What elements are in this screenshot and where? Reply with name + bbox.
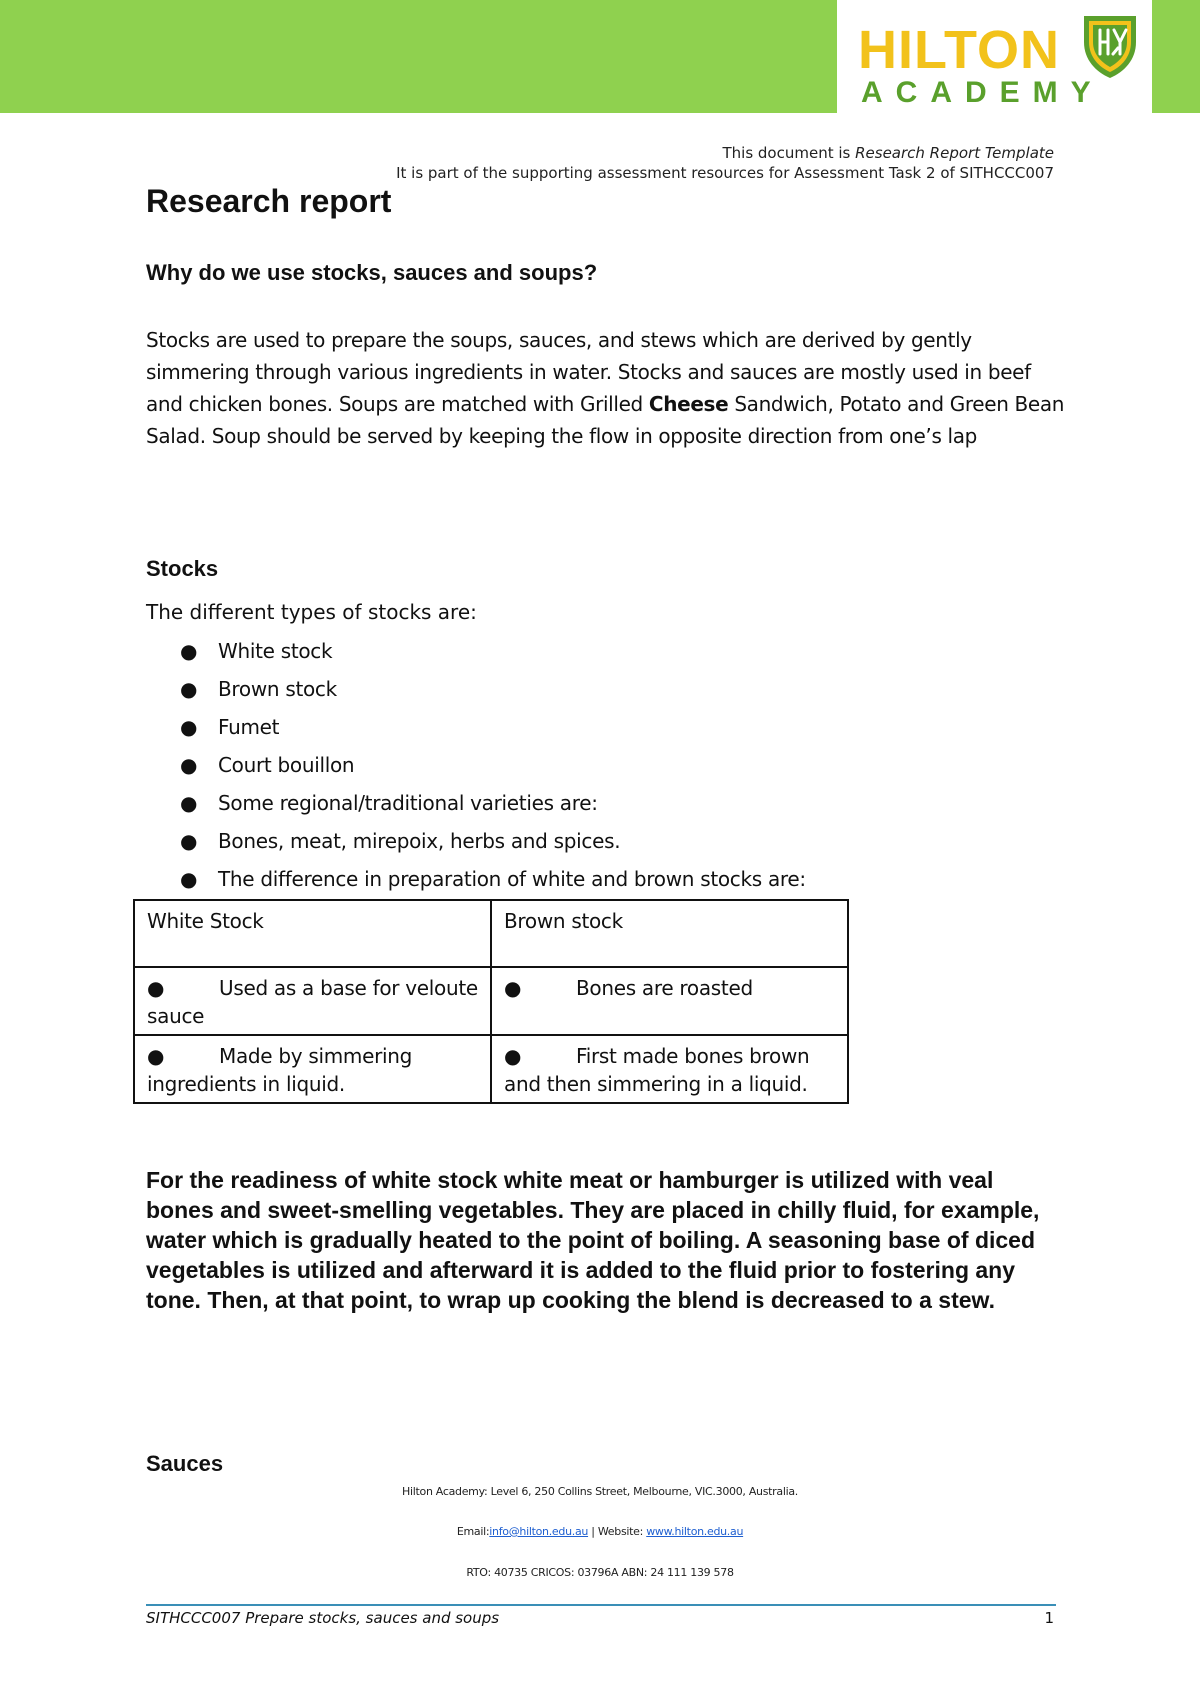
list-item-text: Some regional/traditional varieties are: (218, 791, 598, 815)
list-item (146, 672, 806, 710)
table-header-cell: Brown stock (491, 900, 848, 967)
bullet-icon: ● (180, 753, 198, 777)
stocks-heading: Stocks (146, 556, 219, 581)
stock-types-list (146, 634, 806, 900)
list-item-text: White stock (218, 639, 333, 663)
footer-registration: RTO: 40735 CRICOS: 03796A ABN: 24 111 139 578 (466, 1566, 734, 1579)
document-meta (396, 143, 1054, 183)
table-cell-text: Bones are roasted (576, 976, 753, 1000)
bullet-icon: ● (180, 867, 198, 891)
website-label: | Website: (588, 1525, 647, 1538)
bullet-icon: ● (180, 715, 198, 739)
table-header-cell: White Stock (134, 900, 491, 967)
table-cell (134, 1035, 491, 1103)
table-cell-text: Used as a base for veloute sauce (147, 976, 478, 1028)
white-stock-paragraph: For the readiness of white stock white meat or hamburger is utilized with veal bones and sweet-smelling vegetables. They are placed in chilly fluid, for example, water which is gradually heated to the point of boiling. A seasoning base of diced vegetables is utilized and afterward it is added to the fluid prior to fostering any tone. Then, at that point, to wrap up cooking the blend is decreased to a stew. (146, 1167, 1040, 1313)
table-cell (491, 1035, 848, 1103)
page-title: Research report (146, 183, 392, 219)
bullet-icon: ● (504, 976, 522, 1000)
page-number: 1 (1044, 1609, 1054, 1627)
list-item (146, 710, 806, 748)
list-item (146, 634, 806, 672)
list-item (146, 824, 806, 862)
footer-divider (146, 1604, 1056, 1606)
meta-line-2: It is part of the supporting assessment resources for Assessment Task 2 of SITHCCC007 (396, 164, 1054, 182)
list-item-text: The difference in preparation of white and brown stocks are: (218, 867, 806, 891)
email-link[interactable]: info@hilton.edu.au (489, 1525, 589, 1538)
intro-bold-word: Cheese (648, 392, 729, 416)
bullet-icon: ● (504, 1044, 522, 1068)
shield-icon (1080, 12, 1140, 80)
list-item-text: Court bouillon (218, 753, 355, 777)
header-banner-edge (1152, 0, 1200, 113)
meta-line-1 (396, 143, 1054, 163)
intro-paragraph (146, 324, 1066, 452)
footer-contact (0, 1525, 1200, 1539)
meta-template-title: Research Report Template (855, 144, 1054, 162)
stocks-lead: The different types of stocks are: (146, 600, 477, 624)
sauces-heading: Sauces (146, 1451, 224, 1476)
hilton-academy-logo (855, 14, 1145, 114)
bullet-icon: ● (147, 1044, 165, 1068)
bullet-icon: ● (180, 791, 198, 815)
meta-prefix: This document is (722, 144, 856, 162)
logo-subtitle: ACADEMY (861, 76, 1104, 109)
list-item (146, 748, 806, 786)
list-item-text: Bones, meat, mirepoix, herbs and spices. (218, 829, 621, 853)
intro-text-tail: Sandwich, Potato and Green Bean Salad. Soup should be served by keeping the flow in opposite direction from one’s lap (146, 392, 1065, 448)
bullet-icon: ● (180, 677, 198, 701)
list-item (146, 862, 806, 900)
website-link[interactable]: www.hilton.edu.au (646, 1525, 744, 1538)
logo-wordmark: HILTON (858, 20, 1060, 80)
question-heading: Why do we use stocks, sauces and soups? (146, 260, 598, 285)
table-row (134, 1035, 848, 1103)
table-cell-text: First made bones brown and then simmering in a liquid. (504, 1044, 810, 1096)
table-header-row (134, 900, 848, 967)
email-label: Email: (456, 1525, 490, 1538)
table-cell-text: Made by simmering ingredients in liquid. (147, 1044, 413, 1096)
footer-address: Hilton Academy: Level 6, 250 Collins Street, Melbourne, VIC.3000, Australia. (402, 1485, 798, 1498)
bullet-icon: ● (147, 976, 165, 1000)
header-banner (0, 0, 837, 113)
stock-comparison-table (133, 899, 849, 1104)
list-item-text: Brown stock (218, 677, 337, 701)
intro-text: Stocks are used to prepare the soups, sauces, and stews which are derived by gently simmering through various ingredients in water. Stocks and sauces are mostly used in beef and chicken bones. Soups are matched with Grilled (146, 328, 1031, 416)
list-item (146, 786, 806, 824)
table-row (134, 967, 848, 1035)
footer-course-title: SITHCCC007 Prepare stocks, sauces and soups (146, 1609, 500, 1627)
bullet-icon: ● (180, 829, 198, 853)
table-cell (134, 967, 491, 1035)
table-cell (491, 967, 848, 1035)
list-item-text: Fumet (218, 715, 280, 739)
bullet-icon: ● (180, 639, 198, 663)
